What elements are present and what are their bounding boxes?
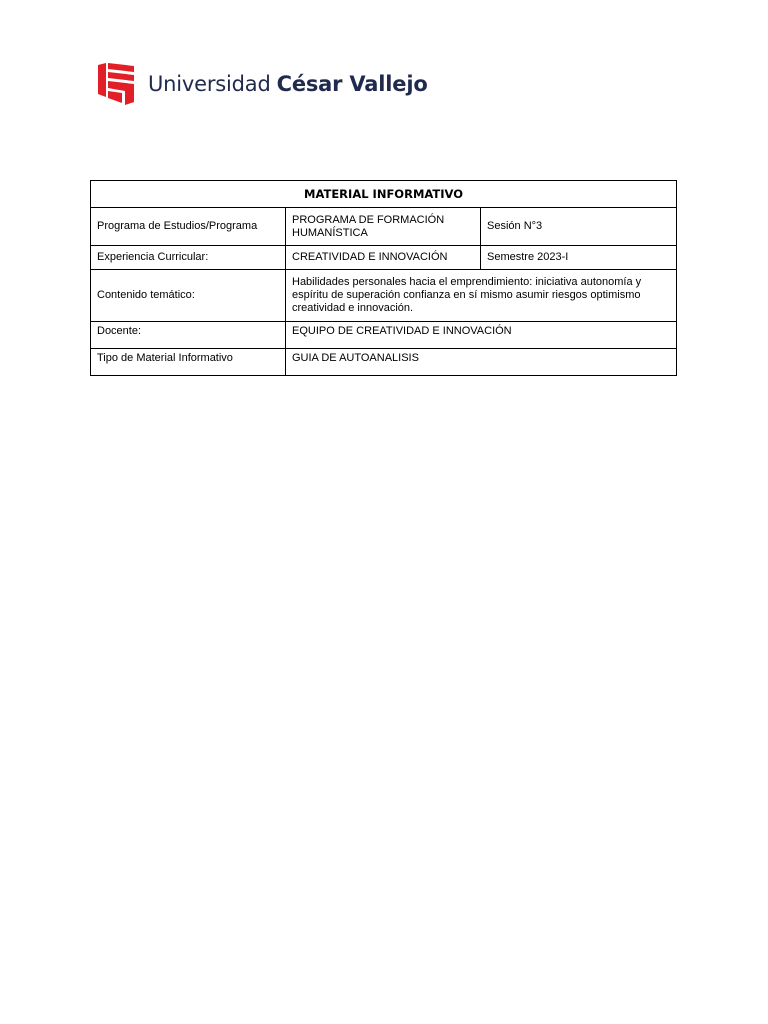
university-name-bold: César Vallejo [276,72,428,96]
university-name [148,69,428,99]
university-logo [98,63,428,105]
table-row-tipo [91,349,677,376]
semestre-value: Semestre 2023-I [481,246,677,270]
sesion-value: Sesión N°3 [481,208,677,246]
table-row-contenido [91,270,677,322]
experiencia-value: CREATIVIDAD E INNOVACIÓN [286,246,481,270]
programa-label: Programa de Estudios/Programa [91,208,286,246]
docente-label: Docente: [91,322,286,349]
university-crest-icon [98,63,134,105]
table-row-experiencia [91,246,677,270]
tipo-value: GUIA DE AUTOANALISIS [286,349,677,376]
contenido-value: Habilidades personales hacia el emprendimiento: iniciativa autonomía y espíritu de superación confianza en sí mismo asumir riesgos optimismo creatividad e innovación. [286,270,677,322]
contenido-label: Contenido temático: [91,270,286,322]
tipo-label: Tipo de Material Informativo [91,349,286,376]
table-title-row [91,181,677,208]
programa-value: PROGRAMA DE FORMACIÓN HUMANÍSTICA [286,208,481,246]
experiencia-label: Experiencia Curricular: [91,246,286,270]
material-info-table [90,180,677,376]
table-title: MATERIAL INFORMATIVO [91,181,677,208]
table-row-docente [91,322,677,349]
docente-value: EQUIPO DE CREATIVIDAD E INNOVACIÓN [286,322,677,349]
table-row-programa [91,208,677,246]
university-name-regular: Universidad [148,72,271,96]
